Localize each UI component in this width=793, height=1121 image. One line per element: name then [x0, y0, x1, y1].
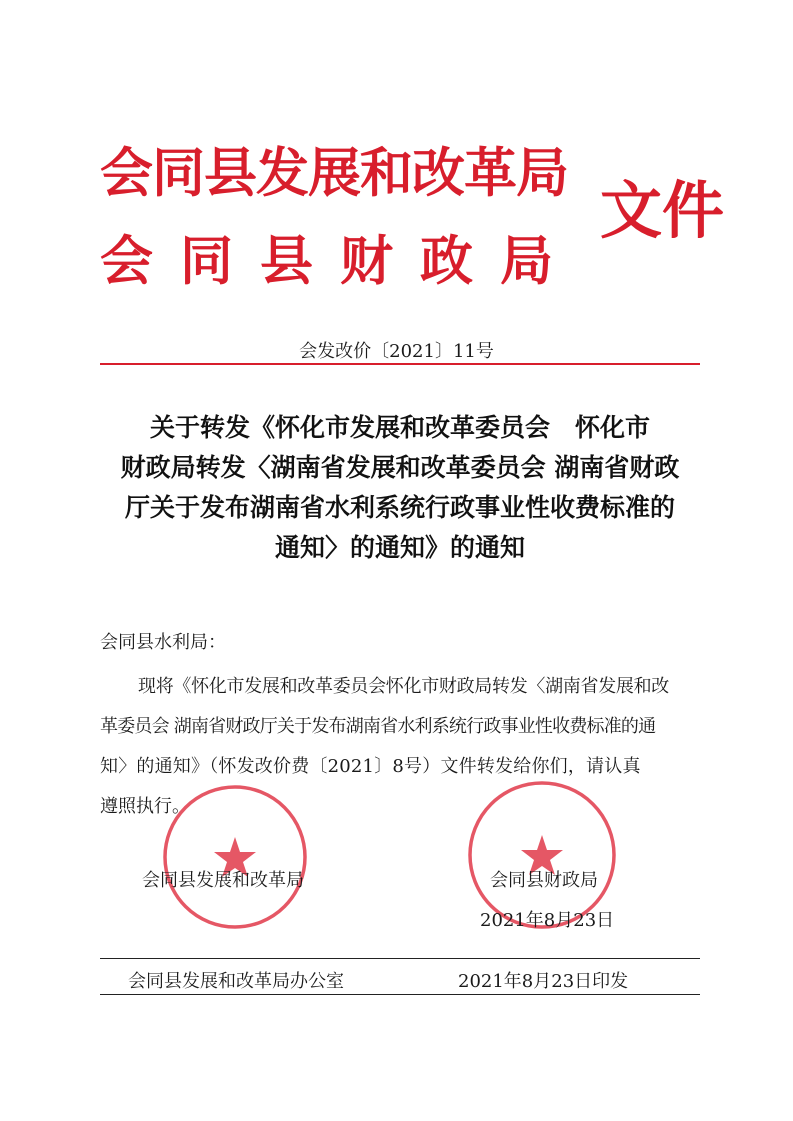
signature-date: 2021年8月23日: [480, 910, 615, 931]
document-number: 会发改价〔2021〕11号: [299, 341, 494, 362]
header-document-label: 文件: [600, 174, 725, 247]
header-agency-line1: 会同县发展和改革局: [100, 142, 568, 204]
footer-bottom-rule: [100, 994, 700, 995]
body-line: 知〉的通知》（怀发改价费〔2021〕8号）文件转发给你们，请认真: [100, 756, 641, 777]
body-line: 遵照执行。: [100, 796, 190, 817]
title-line: 通知〉的通知》的通知: [274, 533, 525, 562]
signature-left-org: 会同县发展和改革局: [142, 870, 304, 891]
body-line: 现将《怀化市发展和改革委员会怀化市财政局转发〈湖南省发展和改: [138, 676, 669, 697]
footer-print-date: 2021年8月23日印发: [458, 971, 629, 992]
header-agency-line2: 会同县财政局: [100, 230, 580, 292]
red-separator-line: [100, 363, 700, 365]
title-line: 厅关于发布湖南省水利系统行政事业性收费标准的: [124, 493, 675, 522]
footer-top-rule: [100, 958, 700, 959]
body-line: 革委员会 湖南省财政厅关于发布湖南省水利系统行政事业性收费标准的通: [100, 716, 656, 737]
title-line: 关于转发《怀化市发展和改革委员会 怀化市: [149, 413, 650, 442]
document-title: [90, 408, 710, 568]
title-line: 财政局转发〈湖南省发展和改革委员会 湖南省财政: [120, 453, 680, 482]
salutation: 会同县水利局：: [100, 632, 226, 653]
left-seal-stamp: [160, 782, 310, 932]
signature-right-org: 会同县财政局: [490, 870, 598, 891]
footer-office: 会同县发展和改革局办公室: [128, 971, 344, 992]
